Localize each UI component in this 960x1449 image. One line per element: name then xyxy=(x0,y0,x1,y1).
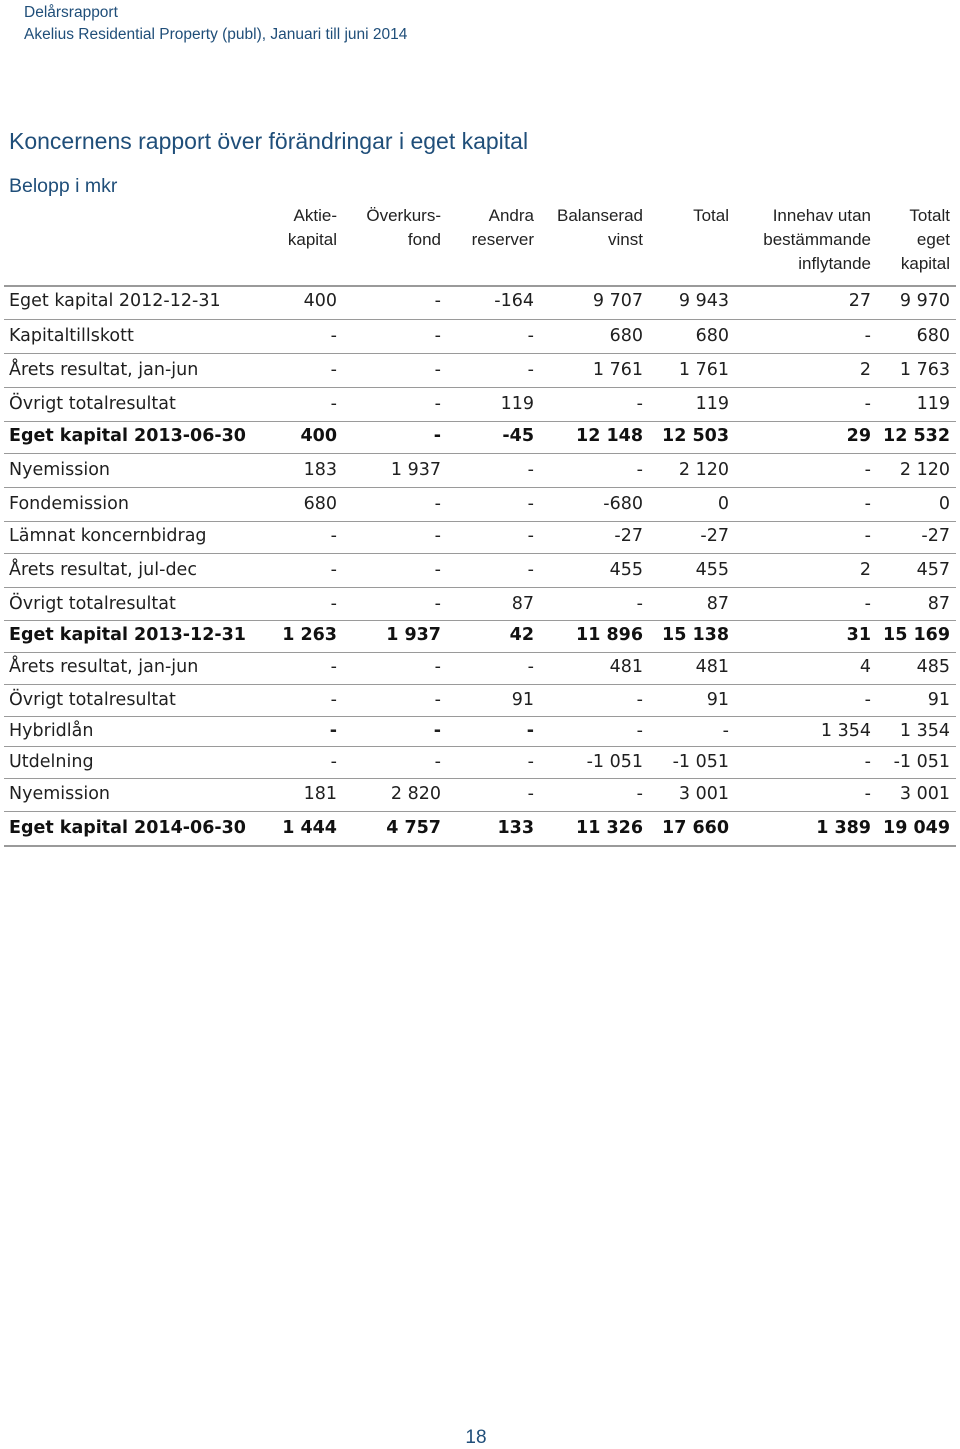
table-row xyxy=(0,324,960,354)
cell-overkursfond: - xyxy=(434,494,441,514)
cell-total: 680 xyxy=(695,326,729,346)
cell-innehav-utan-bestammande-inflytande: - xyxy=(864,784,871,804)
row-divider xyxy=(4,453,956,454)
cell-aktiekapital: - xyxy=(330,526,337,546)
row-divider xyxy=(4,319,956,320)
cell-overkursfond: - xyxy=(434,657,441,677)
row-divider xyxy=(4,353,956,354)
row-divider xyxy=(4,716,956,717)
cell-totalt-eget-kapital: 2 120 xyxy=(899,460,950,480)
cell-balanserad-vinst: - xyxy=(636,690,643,710)
cell-overkursfond: 1 937 xyxy=(390,460,441,480)
cell-total: 87 xyxy=(706,594,729,614)
cell-totalt-eget-kapital: 3 001 xyxy=(899,784,950,804)
cell-innehav-utan-bestammande-inflytande: - xyxy=(864,752,871,772)
cell-totalt-eget-kapital: 1 354 xyxy=(899,721,950,741)
cell-totalt-eget-kapital: 485 xyxy=(916,657,950,677)
cell-total: 12 503 xyxy=(662,426,729,446)
table-row xyxy=(0,623,960,653)
header-report-type: Delårsrapport xyxy=(24,4,118,21)
table-row xyxy=(0,392,960,422)
cell-total: -27 xyxy=(700,526,729,546)
cell-aktiekapital: - xyxy=(330,657,337,677)
cell-totalt-eget-kapital: 1 763 xyxy=(899,360,950,380)
cell-totalt-eget-kapital: 15 169 xyxy=(883,625,950,645)
column-header-total: Total xyxy=(693,206,729,225)
row-label: Övrigt totalresultat xyxy=(9,690,176,710)
cell-andra-reserver: -45 xyxy=(502,426,534,446)
cell-innehav-utan-bestammande-inflytande: 1 354 xyxy=(820,721,871,741)
cell-innehav-utan-bestammande-inflytande: - xyxy=(864,594,871,614)
cell-totalt-eget-kapital: -27 xyxy=(921,526,950,546)
cell-totalt-eget-kapital: 0 xyxy=(938,494,950,514)
cell-balanserad-vinst: - xyxy=(636,594,643,614)
cell-innehav-utan-bestammande-inflytande: - xyxy=(864,526,871,546)
document-header xyxy=(24,2,407,46)
cell-balanserad-vinst: 12 148 xyxy=(576,426,643,446)
cell-overkursfond: - xyxy=(434,594,441,614)
cell-andra-reserver: - xyxy=(527,784,534,804)
row-divider xyxy=(4,553,956,554)
cell-overkursfond: - xyxy=(434,526,441,546)
cell-andra-reserver: - xyxy=(527,560,534,580)
table-row xyxy=(0,655,960,685)
table-row xyxy=(0,816,960,846)
cell-aktiekapital: - xyxy=(330,594,337,614)
column-header-innehav-utan-bestammande-inflytande: Innehav utan bestämmande inflytande xyxy=(763,206,871,273)
report-title: Koncernens rapport över förändringar i eget kapital xyxy=(9,128,529,154)
cell-total: 455 xyxy=(695,560,729,580)
table-row xyxy=(0,424,960,454)
cell-overkursfond: - xyxy=(434,326,441,346)
row-divider xyxy=(4,487,956,488)
row-label: Nyemission xyxy=(9,460,111,480)
table-bottom-rule xyxy=(4,845,956,847)
row-label: Hybridlån xyxy=(9,721,94,741)
row-divider xyxy=(4,421,956,422)
table-row xyxy=(0,688,960,718)
cell-aktiekapital: 400 xyxy=(300,426,337,446)
cell-total: 2 120 xyxy=(678,460,729,480)
cell-overkursfond: - xyxy=(434,394,441,414)
cell-balanserad-vinst: 481 xyxy=(609,657,643,677)
cell-aktiekapital: 680 xyxy=(303,494,337,514)
cell-aktiekapital: 1 444 xyxy=(282,818,337,838)
row-divider xyxy=(4,387,956,388)
cell-innehav-utan-bestammande-inflytande: 31 xyxy=(846,625,871,645)
row-divider xyxy=(4,620,956,621)
row-divider xyxy=(4,587,956,588)
table-row xyxy=(0,524,960,554)
row-label: Eget kapital 2013-06-30 xyxy=(9,426,246,446)
cell-balanserad-vinst: - xyxy=(636,721,643,741)
row-label: Årets resultat, jul-dec xyxy=(9,560,197,580)
cell-innehav-utan-bestammande-inflytande: 29 xyxy=(846,426,871,446)
cell-innehav-utan-bestammande-inflytande: - xyxy=(864,326,871,346)
cell-total: 9 943 xyxy=(678,291,729,311)
column-header-totalt-eget-kapital: Totalt eget kapital xyxy=(900,206,950,273)
cell-andra-reserver: 91 xyxy=(511,690,534,710)
cell-andra-reserver: 119 xyxy=(500,394,534,414)
cell-balanserad-vinst: - xyxy=(636,784,643,804)
cell-andra-reserver: 42 xyxy=(509,625,534,645)
cell-innehav-utan-bestammande-inflytande: - xyxy=(864,494,871,514)
cell-andra-reserver: 87 xyxy=(511,594,534,614)
table-row xyxy=(0,492,960,522)
table-row xyxy=(0,358,960,388)
cell-total: 481 xyxy=(695,657,729,677)
cell-balanserad-vinst: 455 xyxy=(609,560,643,580)
cell-innehav-utan-bestammande-inflytande: 1 389 xyxy=(816,818,871,838)
row-label: Eget kapital 2013-12-31 xyxy=(9,625,246,645)
cell-andra-reserver: - xyxy=(526,721,534,741)
page-number: 18 xyxy=(465,1427,487,1448)
table-row xyxy=(0,782,960,812)
row-label: Övrigt totalresultat xyxy=(9,394,176,414)
cell-aktiekapital: - xyxy=(330,326,337,346)
cell-overkursfond: - xyxy=(434,560,441,580)
cell-andra-reserver: 133 xyxy=(497,818,534,838)
table-row xyxy=(0,558,960,588)
row-label: Eget kapital 2012-12-31 xyxy=(9,291,221,311)
row-label: Eget kapital 2014-06-30 xyxy=(9,818,246,838)
cell-overkursfond: - xyxy=(433,721,441,741)
cell-aktiekapital: - xyxy=(330,560,337,580)
cell-total: 17 660 xyxy=(662,818,729,838)
cell-aktiekapital: 400 xyxy=(303,291,337,311)
cell-aktiekapital: - xyxy=(330,394,337,414)
cell-innehav-utan-bestammande-inflytande: 4 xyxy=(859,657,871,677)
cell-balanserad-vinst: 11 326 xyxy=(576,818,643,838)
cell-total: 119 xyxy=(695,394,729,414)
row-label: Nyemission xyxy=(9,784,111,804)
cell-innehav-utan-bestammande-inflytande: - xyxy=(864,690,871,710)
header-rule xyxy=(4,285,956,287)
table-row xyxy=(0,592,960,622)
cell-totalt-eget-kapital: 119 xyxy=(916,394,950,414)
cell-aktiekapital: - xyxy=(329,721,337,741)
cell-aktiekapital: - xyxy=(330,752,337,772)
cell-balanserad-vinst: - xyxy=(636,460,643,480)
cell-innehav-utan-bestammande-inflytande: - xyxy=(864,394,871,414)
cell-balanserad-vinst: 680 xyxy=(609,326,643,346)
cell-overkursfond: - xyxy=(434,752,441,772)
row-label: Kapitaltillskott xyxy=(9,326,134,346)
column-header-overkursfond: Överkurs- fond xyxy=(366,206,441,249)
cell-total: - xyxy=(722,721,729,741)
cell-balanserad-vinst: -1 051 xyxy=(586,752,643,772)
cell-total: 0 xyxy=(717,494,729,514)
table-row xyxy=(0,458,960,488)
row-divider xyxy=(4,811,956,812)
cell-overkursfond: - xyxy=(434,690,441,710)
row-divider xyxy=(4,778,956,779)
cell-totalt-eget-kapital: 87 xyxy=(927,594,950,614)
cell-andra-reserver: - xyxy=(527,526,534,546)
cell-total: 3 001 xyxy=(678,784,729,804)
table-row xyxy=(0,750,960,780)
row-divider xyxy=(4,521,956,522)
cell-aktiekapital: 181 xyxy=(303,784,337,804)
cell-totalt-eget-kapital: 457 xyxy=(916,560,950,580)
cell-balanserad-vinst: 9 707 xyxy=(592,291,643,311)
row-label: Lämnat koncernbidrag xyxy=(9,526,207,546)
cell-innehav-utan-bestammande-inflytande: - xyxy=(864,460,871,480)
row-label: Övrigt totalresultat xyxy=(9,594,176,614)
cell-aktiekapital: - xyxy=(330,360,337,380)
row-divider xyxy=(4,684,956,685)
cell-andra-reserver: - xyxy=(527,494,534,514)
cell-aktiekapital: 183 xyxy=(303,460,337,480)
cell-andra-reserver: - xyxy=(527,657,534,677)
unit-label: Belopp i mkr xyxy=(9,175,118,197)
row-label: Årets resultat, jan-jun xyxy=(9,360,199,380)
cell-totalt-eget-kapital: 12 532 xyxy=(883,426,950,446)
cell-totalt-eget-kapital: 91 xyxy=(927,690,950,710)
cell-balanserad-vinst: -680 xyxy=(603,494,643,514)
cell-overkursfond: - xyxy=(433,426,441,446)
cell-innehav-utan-bestammande-inflytande: 27 xyxy=(848,291,871,311)
cell-andra-reserver: - xyxy=(527,460,534,480)
cell-andra-reserver: - xyxy=(527,326,534,346)
cell-andra-reserver: - xyxy=(527,360,534,380)
cell-totalt-eget-kapital: 680 xyxy=(916,326,950,346)
header-company-period: Akelius Residential Property (publ), Januari till juni 2014 xyxy=(24,26,408,43)
cell-total: 91 xyxy=(706,690,729,710)
cell-balanserad-vinst: -27 xyxy=(614,526,643,546)
cell-totalt-eget-kapital: 9 970 xyxy=(899,291,950,311)
cell-balanserad-vinst: 1 761 xyxy=(592,360,643,380)
cell-totalt-eget-kapital: -1 051 xyxy=(893,752,950,772)
row-label: Årets resultat, jan-jun xyxy=(9,657,199,677)
cell-balanserad-vinst: - xyxy=(636,394,643,414)
cell-overkursfond: - xyxy=(434,291,441,311)
row-label: Fondemission xyxy=(9,494,129,514)
cell-total: 1 761 xyxy=(678,360,729,380)
table-row xyxy=(0,719,960,749)
cell-innehav-utan-bestammande-inflytande: 2 xyxy=(859,560,871,580)
cell-total: 15 138 xyxy=(662,625,729,645)
row-divider xyxy=(4,652,956,653)
cell-overkursfond: 1 937 xyxy=(386,625,441,645)
table-row xyxy=(0,289,960,319)
cell-innehav-utan-bestammande-inflytande: 2 xyxy=(859,360,871,380)
cell-overkursfond: 2 820 xyxy=(390,784,441,804)
cell-total: -1 051 xyxy=(672,752,729,772)
cell-totalt-eget-kapital: 19 049 xyxy=(883,818,950,838)
column-header-balanserad-vinst: Balanserad vinst xyxy=(556,206,643,249)
cell-overkursfond: 4 757 xyxy=(386,818,441,838)
column-header-aktiekapital: Aktie- kapital xyxy=(287,206,337,249)
row-divider xyxy=(4,746,956,747)
cell-aktiekapital: - xyxy=(330,690,337,710)
cell-balanserad-vinst: 11 896 xyxy=(576,625,643,645)
column-header-andra-reserver: Andra reserver xyxy=(471,206,534,249)
cell-overkursfond: - xyxy=(434,360,441,380)
cell-andra-reserver: -164 xyxy=(494,291,534,311)
cell-andra-reserver: - xyxy=(527,752,534,772)
cell-aktiekapital: 1 263 xyxy=(282,625,337,645)
row-label: Utdelning xyxy=(9,752,94,772)
